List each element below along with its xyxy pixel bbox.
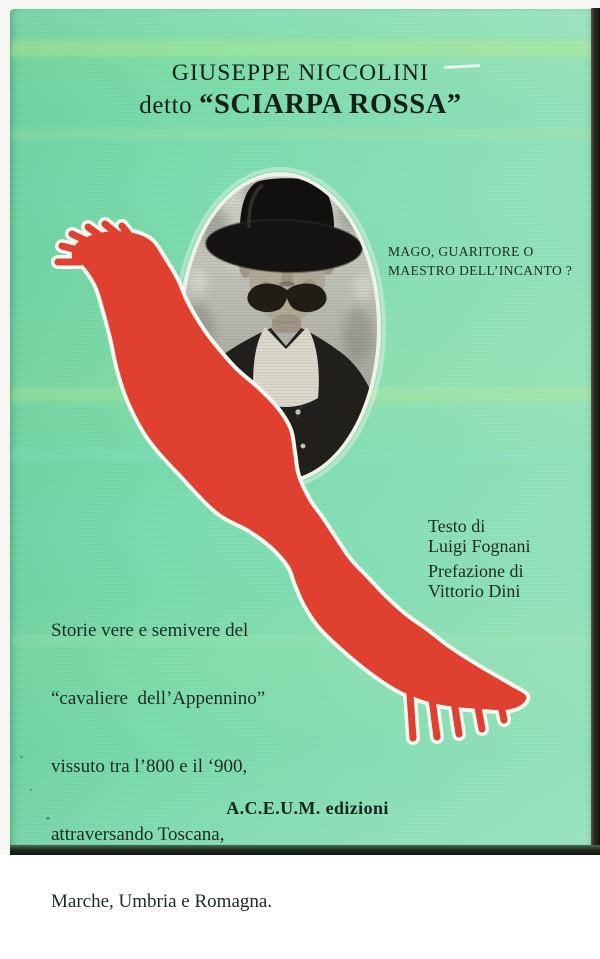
book-title-author-name: GIUSEPPE NICCOLINI — [171, 60, 430, 86]
blurb-line: Storie vere e semivere del — [51, 620, 249, 642]
title-detto: detto — [139, 92, 193, 119]
blurb-line: “cavaliere dell’Appennino” — [51, 687, 266, 709]
publisher-imprint: A.C.E.U.M. edizioni — [226, 798, 389, 818]
scarf-fringe — [432, 699, 437, 737]
blurb-line: attraversando Toscana, — [51, 823, 225, 845]
tagline-line1: MAGO, GUARITORE O — [388, 244, 534, 259]
credits-preface-author: Vittorio Dini — [428, 581, 521, 601]
tagline-line2: MAESTRO DELL’INCANTO ? — [388, 262, 573, 278]
title-block — [10, 59, 591, 121]
scan-right-edge-shadow — [591, 8, 600, 855]
credits-block — [428, 516, 531, 601]
credits-preface-label: Prefazione di — [428, 561, 524, 581]
tagline — [388, 243, 572, 280]
scarf-fringe — [410, 694, 413, 738]
credits-text-label: Testo di — [428, 516, 486, 536]
blurb-text — [51, 575, 272, 959]
book-title-nickname — [10, 89, 591, 121]
scan-bottom-edge-shadow — [10, 845, 600, 855]
blurb-line: vissuto tra l’800 e il ‘900, — [51, 755, 248, 777]
blurb-line: Marche, Umbria e Romagna. — [51, 891, 273, 913]
title-sciarpa-rossa: “SCIARPA ROSSA” — [199, 89, 462, 120]
credits-text-author: Luigi Fognani — [428, 536, 531, 556]
